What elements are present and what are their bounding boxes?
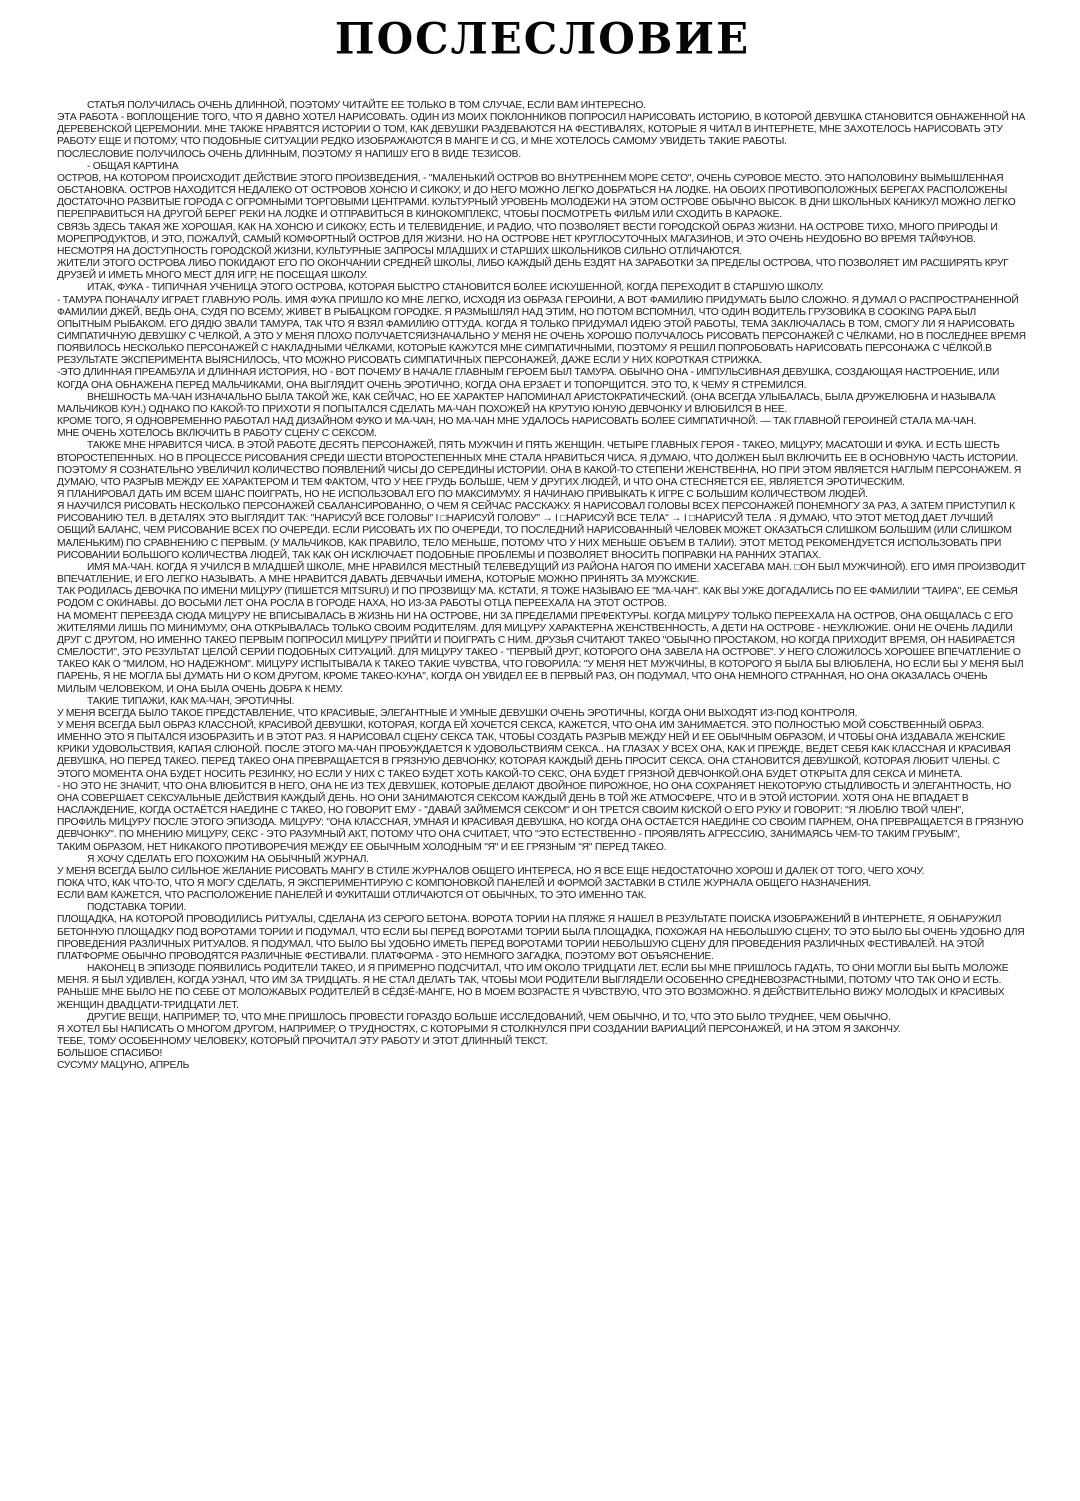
paragraph: - ТАМУРА ПОНАЧАЛУ ИГРАЕТ ГЛАВНУЮ РОЛЬ. ИМЯ ФУКА ПРИШЛО КО МНЕ ЛЕГКО, ИСХОДЯ ИЗ ОБРАЗА ГЕРОИНИ, А ВОТ ФАМИЛИЮ ПРИДУМАТЬ БЫЛО СЛОЖНО. Я ДУМАЛ О РАСПРОСТРАНЕННОЙ ФАМИЛИИ ДЖЕЙ, ВЕДЬ ОНА, СУДЯ ПО ВСЕМУ, ЖИВЕТ В РЫБАЦКОМ ГОРОДКЕ. Я РАЗМЫШЛЯЛ НАД ЭТИМ, НО ПОТОМ ВСПОМНИЛ, ЧТО ОДИН ВОДИТЕЛЬ ГРУЗОВИКА В COOKING PAPA БЫЛ ОПЫТНЫМ РЫБАКОМ. ЕГО ДЯДЮ ЗВАЛИ ТАМУРА, ТАК ЧТО Я ВЗЯЛ ФАМИЛИЮ ОТТУДА. КОГДА Я ТОЛЬКО ПРИДУМАЛ ИДЕЮ ЭТОЙ РАБОТЫ, ТЕМА ЗАКЛЮЧАЛАСЬ В ТОМ, СМОГУ ЛИ Я НАРИСОВАТЬ СИМПАТИЧНУЮ ДЕВУШКУ С ЧЕЛКОЙ, А ЭТО У МЕНЯ ПЛОХО ПОЛУЧАЕТСЯИЗНАЧАЛЬНО У МЕНЯ НЕ ОЧЕНЬ ХОРОШО ПОЛУЧАЛОСЬ РИСОВАТЬ ПЕРСОНАЖЕЙ С ЧЁЛКАМИ, НО В ПОСЛЕДНЕЕ ВРЕМЯ ПОЯВИЛОСЬ НЕСКОЛЬКО ПЕРСОНАЖЕЙ С НАКЛАДНЫМИ ЧЁЛКАМИ, КОТОРЫЕ КАЖУТСЯ МНЕ СИМПАТИЧНЫМИ, ПОЭТОМУ Я РЕШИЛ ПОПРОБОВАТЬ НАРИСОВАТЬ ПЕРСОНАЖА С ЧЁЛКОЙ.В РЕЗУЛЬТАТЕ ЭКСПЕРИМЕНТА ВЫЯСНИЛОСЬ, ЧТО МОЖНО РИСОВАТЬ СИМПАТИЧНЫХ ПЕРСОНАЖЕЙ, ДАЖЕ ЕСЛИ У НИХ КОРОТКАЯ СТРИЖКА. xyxy=(57,294,1026,367)
paragraph: ПОДСТАВКА ТОРИИ. xyxy=(87,902,187,914)
paragraph: ТАКЖЕ МНЕ НРАВИТСЯ ЧИСА. В ЭТОЙ РАБОТЕ ДЕСЯТЬ ПЕРСОНАЖЕЙ, ПЯТЬ МУЖЧИН И ПЯТЬ ЖЕНЩИН. ЧЕТЫРЕ ГЛАВНЫХ ГЕРОЯ - ТАКЕО, МИЦУРУ, МАСАТОШИ И ФУКА. И ЕСТЬ ШЕСТЬ ВТОРОСТЕПЕННЫХ. НО В ПРОЦЕССЕ РИСОВАНИЯ СРЕДИ ШЕСТИ ВТОРОСТЕПЕННЫХ МНЕ СТАЛА НРАВИТЬСЯ ЧИСА. Я ДУМАЮ, ЧТО ДОЛЖЕН БЫЛ ВКЛЮЧИТЬ ЕЕ В ОСНОВНУЮ ЧАСТЬ ИСТОРИИ. xyxy=(57,440,1018,464)
paragraph: НЕСМОТРЯ НА ДОСТУПНОСТЬ ГОРОДСКОЙ ЖИЗНИ, КУЛЬТУРНЫЕ ЗАПРОСЫ МЛАДШИХ И СТАРШИХ ШКОЛЬНИКОВ СИЛЬНО ОТЛИЧАЮТСЯ. xyxy=(57,245,742,257)
paragraph: -ЭТО ДЛИННАЯ ПРЕАМБУЛА И ДЛИННАЯ ИСТОРИЯ, НО - ВОТ ПОЧЕМУ В НАЧАЛЕ ГЛАВНЫМ ГЕРОЕМ БЫЛ ТАМУРА. ОБЫЧНО ОНА - ИМПУЛЬСИВНАЯ ДЕВУШКА, СОЗДАЮЩАЯ НАСТРОЕНИЕ, ИЛИ КОГДА ОНА ОБНАЖЕНА ПЕРЕД МАЛЬЧИКАМИ, ОНА ВЫГЛЯДИТ ОЧЕНЬ ЭРОТИЧНО, КОГДА ОНА ЕРЗАЕТ И ТОПОРЩИТСЯ. ЭТО ТО, К ЧЕМУ Я СТРЕМИЛСЯ. xyxy=(57,367,1000,391)
paragraph: БОЛЬШОЕ СПАСИБО! xyxy=(57,1048,163,1060)
paragraph: Я НАУЧИЛСЯ РИСОВАТЬ НЕСКОЛЬКО ПЕРСОНАЖЕЙ СБАЛАНСИРОВАННО, О ЧЕМ Я СЕЙЧАС РАССКАЖУ. Я НАРИСОВАЛ ГОЛОВЫ ВСЕХ ПЕРСОНАЖЕЙ ПОНЕМНОГУ ЗА РАЗ, А ЗАТЕМ ПРИСТУПИЛ К РИСОВАНИЮ ТЕЛ. В ДЕТАЛЯХ ЭТО ВЫГЛЯДИТ ТАК: "НАРИСУЙ ВСЕ ГОЛОВЫ" I □НАРИСУЙ ГОЛОВУ" → I □НАРИСУЙ ВСЕ ТЕЛА" → I □НАРИСУЙ ТЕЛА . Я ДУМАЮ, ЧТО ЭТОТ МЕТОД ДАЕТ ЛУЧШИЙ ОБЩИЙ БАЛАНС, ЧЕМ РИСОВАНИЕ ВСЕХ ПО ОЧЕРЕДИ. ЕСЛИ РИСОВАТЬ ИХ ПО ОЧЕРЕДИ, ТО ПОСЛЕДНИЙ НАРИСОВАННЫЙ ЧЕЛОВЕК МОЖЕТ ОКАЗАТЬСЯ СЛИШКОМ БОЛЬШИМ (ИЛИ СЛИШКОМ МАЛЕНЬКИМ) ПО СРАВНЕНИЮ С ПЕРВЫМ. (У МАЛЬЧИКОВ, КАК ПРАВИЛО, ТЕЛО МЕНЬШЕ, ПОТОМУ ЧТО У НИХ МЕНЬШЕ ОБЪЕМ В ТАЛИИ). ЭТОТ МЕТОД РЕКОМЕНДУЕТСЯ ИСПОЛЬЗОВАТЬ ПРИ РИСОВАНИИ БОЛЬШОГО КОЛИЧЕСТВА ЛЮДЕЙ, ТАК КАК ОН ИСКЛЮЧАЕТ ПОДОБНЫЕ ПРОБЛЕМЫ И ПОЗВОЛЯЕТ ВНОСИТЬ ПОПРАВКИ НА РАННИХ ЭТАПАХ. xyxy=(57,501,1016,561)
paragraph: РАНЬШЕ МНЕ БЫЛО НЕ ПО СЕБЕ ОТ МОЛОЖАВЫХ РОДИТЕЛЕЙ В СЁДЗЁ-МАНГЕ, НО В МОЕМ ВОЗРАСТЕ Я ЧУВСТВУЮ, ЧТО ЭТО ВОЗМОЖНО. Я ДЕЙСТВИТЕЛЬНО ВИЖУ МОЛОДЫХ И КРАСИВЫХ ЖЕНЩИН ДВАДЦАТИ-ТРИДЦАТИ ЛЕТ. xyxy=(57,987,1005,1011)
paragraph: ТАКИЕ ТИПАЖИ, КАК МА-ЧАН, ЭРОТИЧНЫ. xyxy=(87,695,295,707)
page-title: ПОСЛЕСЛОВИЕ xyxy=(334,13,751,64)
paragraph: ПРОФИЛЬ МИЦУРУ ПОСЛЕ ЭТОГО ЭПИЗОДА. МИЦУРУ: "ОНА КЛАССНАЯ, УМНАЯ И КРАСИВАЯ ДЕВУШКА, НО КОГДА ОНА ОСТАЕТСЯ НАЕДИНЕ СО СВОИМ ПАРНЕМ, ОНА ПРЕВРАЩАЕТСЯ В ГРЯЗНУЮ ДЕВЧОНКУ". ПО МНЕНИЮ МИЦУРУ, СЕКС - ЭТО РАЗУМНЫЙ АКТ, ПОТОМУ ЧТО ОНА СЧИТАЕТ, ЧТО "ЭТО ЕСТЕСТВЕННО - ПРОЯВЛЯТЬ АГРЕССИЮ, ЗАНИМАЯСЬ ЧЕМ-ТО ТАКИМ ГРУБЫМ", xyxy=(57,817,1024,841)
paragraph: ПОЭТОМУ Я СОЗНАТЕЛЬНО УВЕЛИЧИЛ КОЛИЧЕСТВО ПОЯВЛЕНИЙ ЧИСЫ ДО СЕРЕДИНЫ ИСТОРИИ. ОНА В КАКОЙ-ТО СТЕПЕНИ ЖЕНСТВЕННА, НО ПРИ ЭТОМ ЯВЛЯЕТСЯ НАГЛЫМ ПЕРСОНАЖЕМ. Я ДУМАЮ, ЧТО РАЗРЫВ МЕЖДУ ЕЕ ХАРАКТЕРОМ И ТЕМ ФАКТОМ, ЧТО У НЕЕ ГРУДЬ БОЛЬШЕ, ЧЕМ У ДРУГИХ ЛЮДЕЙ, И ЧТО ОНА СТЕСНЯЕТСЯ ЕЕ, ЯВЛЯЕТСЯ ЭРОТИЧЕСКИМ. xyxy=(57,464,1022,488)
paragraph: Я ПЛАНИРОВАЛ ДАТЬ ИМ ВСЕМ ШАНС ПОИГРАТЬ, НО НЕ ИСПОЛЬЗОВАЛ ЕГО ПО МАКСИМУМУ. Я НАЧИНАЮ ПРИВЫКАТЬ К ИГРЕ С БОЛЬШИМ КОЛИЧЕСТВОМ ЛЮДЕЙ. xyxy=(57,489,868,500)
paragraph: ПОКА ЧТО, КАК ЧТО-ТО, ЧТО Я МОГУ СДЕЛАТЬ, Я ЭКСПЕРИМЕНТИРУЮ С КОМПОНОВКОЙ ПАНЕЛЕЙ И ФОРМОЙ ЗАСТАВКИ В СТИЛЕ ЖУРНАЛА ОБЩЕГО НАЗНАЧЕНИЯ. xyxy=(57,878,871,889)
paragraph: Я ХОТЕЛ БЫ НАПИСАТЬ О МНОГОМ ДРУГОМ, НАПРИМЕР, О ТРУДНОСТЯХ, С КОТОРЫМИ Я СТОЛКНУЛСЯ ПРИ СОЗДАНИИ ВАРИАЦИЙ ПЕРСОНАЖЕЙ, И НА ЭТОМ Я ЗАКОНЧУ. xyxy=(57,1023,901,1035)
paragraph: ЕСЛИ ВАМ КАЖЕТСЯ, ЧТО РАСПОЛОЖЕНИЕ ПАНЕЛЕЙ И ФУКИТАШИ ОТЛИЧАЮТСЯ ОТ ОБЫЧНЫХ, ТО ЭТО ИМЕННО ТАК. xyxy=(57,890,647,902)
paragraph: ВНЕШНОСТЬ МА-ЧАН ИЗНАЧАЛЬНО БЫЛА ТАКОЙ ЖЕ, КАК СЕЙЧАС, НО ЕЕ ХАРАКТЕР НАПОМИНАЛ АРИСТОКРАТИЧЕСКИЙ. (ОНА ВСЕГДА УЛЫБАЛАСЬ, БЫЛА ДРУЖЕЛЮБНА И НАЗЫВАЛА МАЛЬЧИКОВ КУН.) ОДНАКО ПО КАКОЙ-ТО ПРИХОТИ Я ПОПЫТАЛСЯ СДЕЛАТЬ МА-ЧАН ПОХОЖЕЙ НА КРУТУЮ ЮНУЮ ДЕВЧОНКУ И ВЛЮБИЛСЯ В НЕЕ. xyxy=(57,391,996,415)
paragraph: КРОМЕ ТОГО, Я ОДНОВРЕМЕННО РАБОТАЛ НАД ДИЗАЙНОМ ФУКО И МА-ЧАН, НО МА-ЧАН МНЕ УДАЛОСЬ НАРИСОВАТЬ БОЛЕЕ СИМПАТИЧНОЙ. — ТАК ГЛАВНОЙ ГЕРОИНЕЙ СТАЛА МА-ЧАН. xyxy=(57,416,977,428)
paragraph: СТАТЬЯ ПОЛУЧИЛАСЬ ОЧЕНЬ ДЛИННОЙ, ПОЭТОМУ ЧИТАЙТЕ ЕЕ ТОЛЬКО В ТОМ СЛУЧАЕ, ЕСЛИ ВАМ ИНТЕРЕСНО. xyxy=(87,100,646,111)
paragraph: НАКОНЕЦ В ЭПИЗОДЕ ПОЯВИЛИСЬ РОДИТЕЛИ ТАКЕО, И Я ПРИМЕРНО ПОДСЧИТАЛ, ЧТО ИМ ОКОЛО ТРИДЦАТИ ЛЕТ. ЕСЛИ БЫ МНЕ ПРИШЛОСЬ ГАДАТЬ, ТО ОНИ МОГЛИ БЫ БЫТЬ МОЛОЖЕ МЕНЯ. Я БЫЛ УДИВЛЕН, КОГДА УЗНАЛ, ЧТО ИМ ЗА ТРИДЦАТЬ. Я НЕ СТАЛ ДЕЛАТЬ ТАК, ЧТОБЫ МОИ РОДИТЕЛИ ВЫГЛЯДЕЛИ ОСОБЕННО СРЕДНЕВОЗРАСТНЫМИ, ПОТОМУ ЧТО ТАК ОНО И ЕСТЬ. xyxy=(57,963,1009,987)
paragraph: ТАК РОДИЛАСЬ ДЕВОЧКА ПО ИМЕНИ МИЦУРУ (ПИШЕТСЯ MITSURU) И ПО ПРОЗВИЩУ МА. КСТАТИ, Я ТОЖЕ НАЗЫВАЮ ЕЕ "МА-ЧАН". КАК ВЫ УЖЕ ДОГАДАЛИСЬ ПО ЕЕ ФАМИЛИИ "ТАИРА", ЕЕ СЕМЬЯ РОДОМ С ОКИНАВЫ. ДО ВОСЬМИ ЛЕТ ОНА РОСЛА В ГОРОДЕ НАХА, НО ИЗ-ЗА РАБОТЫ ОТЦА ПЕРЕЕХАЛА НА ЭТОТ ОСТРОВ. xyxy=(57,586,1018,610)
paragraph: У МЕНЯ ВСЕГДА БЫЛО СИЛЬНОЕ ЖЕЛАНИЕ РИСОВАТЬ МАНГУ В СТИЛЕ ЖУРНАЛОВ ОБЩЕГО ИНТЕРЕСА, НО Я ВСЕ ЕЩЕ НЕДОСТАТОЧНО ХОРОШ И ДАЛЕК ОТ ТОГО, ЧЕГО ХОЧУ. xyxy=(57,865,925,877)
paragraph: МНЕ ОЧЕНЬ ХОТЕЛОСЬ ВКЛЮЧИТЬ В РАБОТУ СЦЕНУ С СЕКСОМ. xyxy=(57,428,377,440)
paragraph: ПОСЛЕСЛОВИЕ ПОЛУЧИЛОСЬ ОЧЕНЬ ДЛИННЫМ, ПОЭТОМУ Я НАПИШУ ЕГО В ВИДЕ ТЕЗИСОВ. xyxy=(57,148,521,160)
paragraph: ТЕБЕ, ТОМУ ОСОБЕННОМУ ЧЕЛОВЕКУ, КОТОРЫЙ ПРОЧИТАЛ ЭТУ РАБОТУ И ЭТОТ ДЛИННЫЙ ТЕКСТ. xyxy=(57,1036,548,1048)
paragraph: ПЛОЩАДКА, НА КОТОРОЙ ПРОВОДИЛИСЬ РИТУАЛЫ, СДЕЛАНА ИЗ СЕРОГО БЕТОНА. ВОРОТА ТОРИИ НА ПЛЯЖЕ Я НАШЕЛ В РЕЗУЛЬТАТЕ ПОИСКА ИЗОБРАЖЕНИЙ В ИНТЕРНЕТЕ, Я ОБНАРУЖИЛ БЕТОННУЮ ПЛОЩАДКУ ПОД ВОРОТАМИ ТОРИИ И ПОДУМАЛ, ЧТО ЕСЛИ БЫ ПЕРЕД ВОРОТАМИ ТОРИИ БЫЛА ПЛОЩАДКА, ПОХОЖАЯ НА НЕБОЛЬШУЮ СЦЕНУ, ТО ЭТО БЫЛО БЫ ОЧЕНЬ УДОБНО ДЛЯ ПРОВЕДЕНИЯ РАЗЛИЧНЫХ РИТУАЛОВ. Я ПОДУМАЛ, ЧТО БЫЛО БЫ УДОБНО ИМЕТЬ ПЕРЕД ВОРОТАМИ ТОРИИ НЕБОЛЬШУЮ СЦЕНУ ДЛЯ ПРОВЕДЕНИЯ РАЗЛИЧНЫХ ФЕСТИВАЛЕЙ. НА ЭТОЙ ПЛАТФОРМЕ ОБЫЧНО ПРОВОДЯТСЯ РАЗЛИЧНЫЕ ФЕСТИВАЛИ. ПЛАТФОРМА - ЭТО НЕМНОГО ЗАГАДКА, ПОЭТОМУ ВОТ ОБЪЯСНЕНИЕ. xyxy=(57,914,1025,962)
paragraph: НА МОМЕНТ ПЕРЕЕЗДА СЮДА МИЦУРУ НЕ ВПИСЫВАЛАСЬ В ЖИЗНЬ НИ НА ОСТРОВЕ, НИ ЗА ПРЕДЕЛАМИ ПРЕФЕКТУРЫ. КОГДА МИЦУРУ ТОЛЬКО ПЕРЕЕХАЛА НА ОСТРОВ, ОНА ОБЩАЛАСЬ С ЕГО ЖИТЕЛЯМИ ЛИШЬ ПО МИНИМУМУ, ОНА ОТКРЫВАЛАСЬ ТОЛЬКО СВОИМ РОДИТЕЛЯМ. ДЛЯ МИЦУРУ ХАРАКТЕРНА ЖЕНСТВЕННОСТЬ, А ДЕТИ НА ОСТРОВЕ - НЕУКЛЮЖИЕ. ОНИ НЕ ОЧЕНЬ ЛАДИЛИ ДРУГ С ДРУГОМ, НО ИМЕННО ТАКЕО ПЕРВЫМ ПОПРОСИЛ МИЦУРУ ПРИЙТИ И ПОИГРАТЬ С НИМ. ДРУЗЬЯ СЧИТАЮТ ТАКЕО "ОБЫЧНО ПРОСТАКОМ, НО КОГДА ПРИХОДИТ ВРЕМЯ, ОН НАБИРАЕТСЯ СМЕЛОСТИ", ЭТО РЕЗУЛЬТАТ ЦЕЛОЙ СЕРИИ ПОДОБНЫХ СИТУАЦИЙ. ДЛЯ МИЦУРУ ТАКЕО - "ПЕРВЫЙ ДРУГ, КОТОРОГО ОНА ЗАВЕЛА НА ОСТРОВЕ". У НЕГО СЛОЖИЛОСЬ ХОРОШЕЕ ВПЕЧАТЛЕНИЕ О ТАКЕО КАК О "МИЛОМ, НО НАДЕЖНОМ". МИЦУРУ ИСПЫТЫВАЛА К ТАКЕО ТАКИЕ ЧУВСТВА, ЧТО ГОВОРИЛА: "У МЕНЯ НЕТ МУЖЧИНЫ, В КОТОРОГО Я БЫЛА БЫ ВЛЮБЛЕНА, НО ЕСЛИ БЫ У МЕНЯ БЫЛ ПАРЕНЬ, Я НЕ МОГЛА БЫ ДУМАТЬ НИ О КОМ ДРУГОМ, КРОМЕ ТАКЕО-КУНА", КОГДА ОН УВИДЕЛ ЕЕ В ПЕРВЫЙ РАЗ, ОН ПОДУМАЛ, ЧТО ОНА НЕМНОГО СТРАННАЯ, НО ОНА ОКАЗАЛАСЬ ОЧЕНЬ МИЛЫМ ЧЕЛОВЕКОМ, И ОНА БЫЛА ОЧЕНЬ ДОБРА К НЕМУ. xyxy=(57,610,1024,695)
paragraph: У МЕНЯ ВСЕГДА БЫЛ ОБРАЗ КЛАССНОЙ, КРАСИВОЙ ДЕВУШКИ, КОТОРАЯ, КОГДА ЕЙ ХОЧЕТСЯ СЕКСА, КАЖЕТСЯ, ЧТО ОНА ИМ ЗАНИМАЕТСЯ. ЭТО ПОЛНОСТЬЮ МОЙ СОБСТВЕННЫЙ ОБРАЗ. ИМЕННО ЭТО Я ПЫТАЛСЯ ИЗОБРАЗИТЬ И В ЭТОТ РАЗ. Я НАРИСОВАЛ СЦЕНУ СЕКСА ТАК, ЧТОБЫ СОЗДАТЬ РАЗРЫВ МЕЖДУ НЕЙ И ЕЕ ОБЫЧНЫМ ОБРАЗОМ, И ЧТОБЫ ОНА ИЗДАВАЛА ЖЕНСКИЕ КРИКИ УДОВОЛЬСТВИЯ, КАПАЯ СЛЮНОЙ. ПОСЛЕ ЭТОГО МА-ЧАН ПРОБУЖДАЕТСЯ К УДОВОЛЬСТВИЯМ СЕКСА.. НА ГЛАЗАХ У ВСЕХ ОНА, КАК И ПРЕЖДЕ, ВЕДЕТ СЕБЯ КАК КЛАССНАЯ И КРАСИВАЯ ДЕВУШКА, НО ПЕРЕД ТАКЕО. ПЕРЕД ТАКЕО ОНА ПРЕВРАЩАЕТСЯ В ГРЯЗНУЮ ДЕВЧОНКУ, КОТОРАЯ КАЖДЫЙ ДЕНЬ ПРОСИТ СЕКСА. ОНА СТАНОВИТСЯ ДЕВУШКОЙ, КОТОРАЯ ЛЮБИТ ЧЛЕНЫ. С ЭТОГО МОМЕНТА ОНА БУДЕТ НОСИТЬ РЕЗИНКУ, НО ЕСЛИ У НИХ С ТАКЕО БУДЕТ ХОТЬ КАКОЙ-ТО СЕКС, ОНА БУДЕТ ГРЯЗНОЙ ДЕВЧОНКОЙ.ОНА БУДЕТ ОТКРЫТА ДЛЯ СЕКСА И МИНЕТА. xyxy=(57,719,1011,780)
paragraph: ЭТА РАБОТА - ВОПЛОЩЕНИЕ ТОГО, ЧТО Я ДАВНО ХОТЕЛ НАРИСОВАТЬ. ОДИН ИЗ МОИХ ПОКЛОННИКОВ ПОПРОСИЛ НАРИСОВАТЬ ИСТОРИЮ, В КОТОРОЙ ДЕВУШКА СТАНОВИТСЯ ОБНАЖЕННОЙ НА ДЕРЕВЕНСКОЙ ЦЕРЕМОНИИ. МНЕ ТАКЖЕ НРАВЯТСЯ ИСТОРИИ О ТОМ, КАК ДЕВУШКИ РАЗДЕВАЮТСЯ НА ФЕСТИВАЛЯХ, КОТОРЫЕ Я ЧИТАЛ В ИНТЕРНЕТЕ, МНЕ ЗАХОТЕЛОСЬ НАРИСОВАТЬ ЭТУ РАБОТУ ЕЩЕ И ПОТОМУ, ЧТО ПОДОБНЫЕ СИТУАЦИИ РЕДКО ИЗОБРАЖАЮТСЯ В МАНГЕ И CG, И МНЕ ХОТЕЛОСЬ САМОМУ УВИДЕТЬ ТАКИЕ РАБОТЫ. xyxy=(57,112,1026,148)
paragraph: ОСТРОВ, НА КОТОРОМ ПРОИСХОДИТ ДЕЙСТВИЕ ЭТОГО ПРОИЗВЕДЕНИЯ, - "МАЛЕНЬКИЙ ОСТРОВ ВО ВНУТРЕННЕМ МОРЕ СЕТО", ОЧЕНЬ СУРОВОЕ МЕСТО. ЭТО НАПОЛОВИНУ ВЫМЫШЛЕННАЯ ОБСТАНОВКА. ОСТРОВ НАХОДИТСЯ НЕДАЛЕКО ОТ ОСТРОВОВ ХОНСЮ И СИКОКУ, И ДО НЕГО МОЖНО ЛЕГКО ДОБРАТЬСЯ НА ЛОДКЕ. НА ОБОИХ ПРОТИВОПОЛОЖНЫХ БЕРЕГАХ РАСПОЛОЖЕНЫ ДОСТАТОЧНО РАЗВИТЫЕ ГОРОДА С ОГРОМНЫМИ ТОРГОВЫМИ ЦЕНТРАМИ. КУЛЬТУРНЫЙ УРОВЕНЬ МОЛОДЕЖИ НА ЭТОМ ОСТРОВЕ ОБЫЧНО ВЫСОК. В ДНИ ШКОЛЬНЫХ КАНИКУЛ МОЖНО ЛЕГКО ПЕРЕПРАВИТЬСЯ НА ДРУГОЙ БЕРЕГ РЕКИ НА ЛОДКЕ И ОТПРАВИТЬСЯ В КИНОКОМПЛЕКС, ЧТОБЫ ПОСМОТРЕТЬ ФИЛЬМ ИЛИ СХОДИТЬ В КАРАОКЕ. xyxy=(57,172,1016,221)
paragraph: - НО ЭТО НЕ ЗНАЧИТ, ЧТО ОНА ВЛЮБИТСЯ В НЕГО, ОНА НЕ ИЗ ТЕХ ДЕВУШЕК, КОТОРЫЕ ДЕЛАЮТ ДВОЙНОЕ ПИРОЖНОЕ, НО ОНА СОХРАНЯЕТ НЕКОТОРУЮ СТЫДЛИВОСТЬ И ЭЛЕГАНТНОСТЬ, НО ОНА СОВЕРШАЕТ СЕКСУАЛЬНЫЕ ДЕЙСТВИЯ КАЖДЫЙ ДЕНЬ. НО ОНИ ЗАНИМАЮТСЯ СЕКСОМ КАЖДЫЙ ДЕНЬ В ТОЙ ЖЕ АТМОСФЕРЕ, ЧТО И В ЭТОЙ ИСТОРИИ. ХОТЯ ОНА НЕ ВПАДАЕТ В НАСЛАЖДЕНИЕ, КОГДА ОСТАЁТСЯ НАЕДИНЕ С ТАКЕО, НО ГОВОРИТ ЕМУ - "ДАВАЙ ЗАЙМЕМСЯ СЕКСОМ" И ОН ТРЕТСЯ СВОИМ КИСКОЙ О ЕГО РУКУ И ГОВОРИТ: "Я ЛЮБЛЮ ТВОЙ ЧЛЕН", xyxy=(57,780,1012,817)
paragraph: ИТАК, ФУКА - ТИПИЧНАЯ УЧЕНИЦА ЭТОГО ОСТРОВА, КОТОРАЯ БЫСТРО СТАНОВИТСЯ БОЛЕЕ ИСКУШЕННОЙ, КОГДА ПЕРЕХОДИТ В СТАРШУЮ ШКОЛУ. xyxy=(87,282,824,294)
paragraph: ИМЯ МА-ЧАН. КОГДА Я УЧИЛСЯ В МЛАДШЕЙ ШКОЛЕ, МНЕ НРАВИЛСЯ МЕСТНЫЙ ТЕЛЕВЕДУЩИЙ ИЗ РАЙОНА НАГОЯ ПО ИМЕНИ ХАСЕГАВА МАН. □ОН БЫЛ МУЖЧИНОЙ). ЕГО ИМЯ ПРОИЗВОДИТ ВПЕЧАТЛЕНИЕ, И ЕГО ЛЕГКО НАЗЫВАТЬ. А МНЕ НРАВИТСЯ ДАВАТЬ ДЕВЧАЧЬИ ИМЕНА, КОТОРЫЕ МОЖНО ПРИНЯТЬ ЗА МУЖСКИЕ. xyxy=(57,561,1026,586)
afterword-paragraphs xyxy=(57,100,1028,1073)
paragraph: ДРУГИЕ ВЕЩИ, НАПРИМЕР, ТО, ЧТО МНЕ ПРИШЛОСЬ ПРОВЕСТИ ГОРАЗДО БОЛЬШЕ ИССЛЕДОВАНИЙ, ЧЕМ ОБЫЧНО, И ТО, ЧТО ЭТО БЫЛО ТРУДНЕЕ, ЧЕМ ОБЫЧНО. xyxy=(87,1011,891,1023)
paragraph: СВЯЗЬ ЗДЕСЬ ТАКАЯ ЖЕ ХОРОШАЯ, КАК НА ХОНСЮ И СИКОКУ, ЕСТЬ И ТЕЛЕВИДЕНИЕ, И РАДИО, ЧТО ПОЗВОЛЯЕТ ВЕСТИ ГОРОДСКОЙ ОБРАЗ ЖИЗНИ. НА ОСТРОВЕ ТИХО, МНОГО ПРИРОДЫ И МОРЕПРОДУКТОВ, И ЭТО, ПОЖАЛУЙ, САМЫЙ КОМФОРТНЫЙ ОСТРОВ ДЛЯ ЖИЗНИ. НО НА ОСТРОВЕ НЕТ КРУГЛОСУТОЧНЫХ МАГАЗИНОВ, И ЭТО ОЧЕНЬ НЕУДОБНО ВО ВРЕМЯ ТАЙФУНОВ. xyxy=(57,221,998,245)
paragraph: ТАКИМ ОБРАЗОМ, НЕТ НИКАКОГО ПРОТИВОРЕЧИЯ МЕЖДУ ЕЕ ОБЫЧНЫМ ХОЛОДНЫМ "Я" И ЕЕ ГРЯЗНЫМ "Я" ПЕРЕД ТАКЕО. xyxy=(57,841,667,853)
paragraph: ЖИТЕЛИ ЭТОГО ОСТРОВА ЛИБО ПОКИДАЮТ ЕГО ПО ОКОНЧАНИИ СРЕДНЕЙ ШКОЛЫ, ЛИБО КАЖДЫЙ ДЕНЬ ЕЗДЯТ НА ЗАРАБОТКИ ЗА ПРЕДЕЛЫ ОСТРОВА, ЧТО ПОЗВОЛЯЕТ ИМ РАСШИРЯТЬ КРУГ ДРУЗЕЙ И ИМЕТЬ МНОГО МЕСТ ДЛЯ ИГР, НЕ ПОСЕЩАЯ ШКОЛУ. xyxy=(57,258,1009,282)
paragraph: У МЕНЯ ВСЕГДА БЫЛО ТАКОЕ ПРЕДСТАВЛЕНИЕ, ЧТО КРАСИВЫЕ, ЭЛЕГАНТНЫЕ И УМНЫЕ ДЕВУШКИ ОЧЕНЬ ЭРОТИЧНЫ, КОГДА ОНИ ВЫХОДЯТ ИЗ-ПОД КОНТРОЛЯ. xyxy=(57,707,858,719)
paragraph: Я ХОЧУ СДЕЛАТЬ ЕГО ПОХОЖИМ НА ОБЫЧНЫЙ ЖУРНАЛ. xyxy=(87,853,369,865)
paragraph: - ОБЩАЯ КАРТИНА xyxy=(87,160,179,172)
paragraph: СУСУМУ МАЦУНО, АПРЕЛЬ xyxy=(57,1060,190,1072)
